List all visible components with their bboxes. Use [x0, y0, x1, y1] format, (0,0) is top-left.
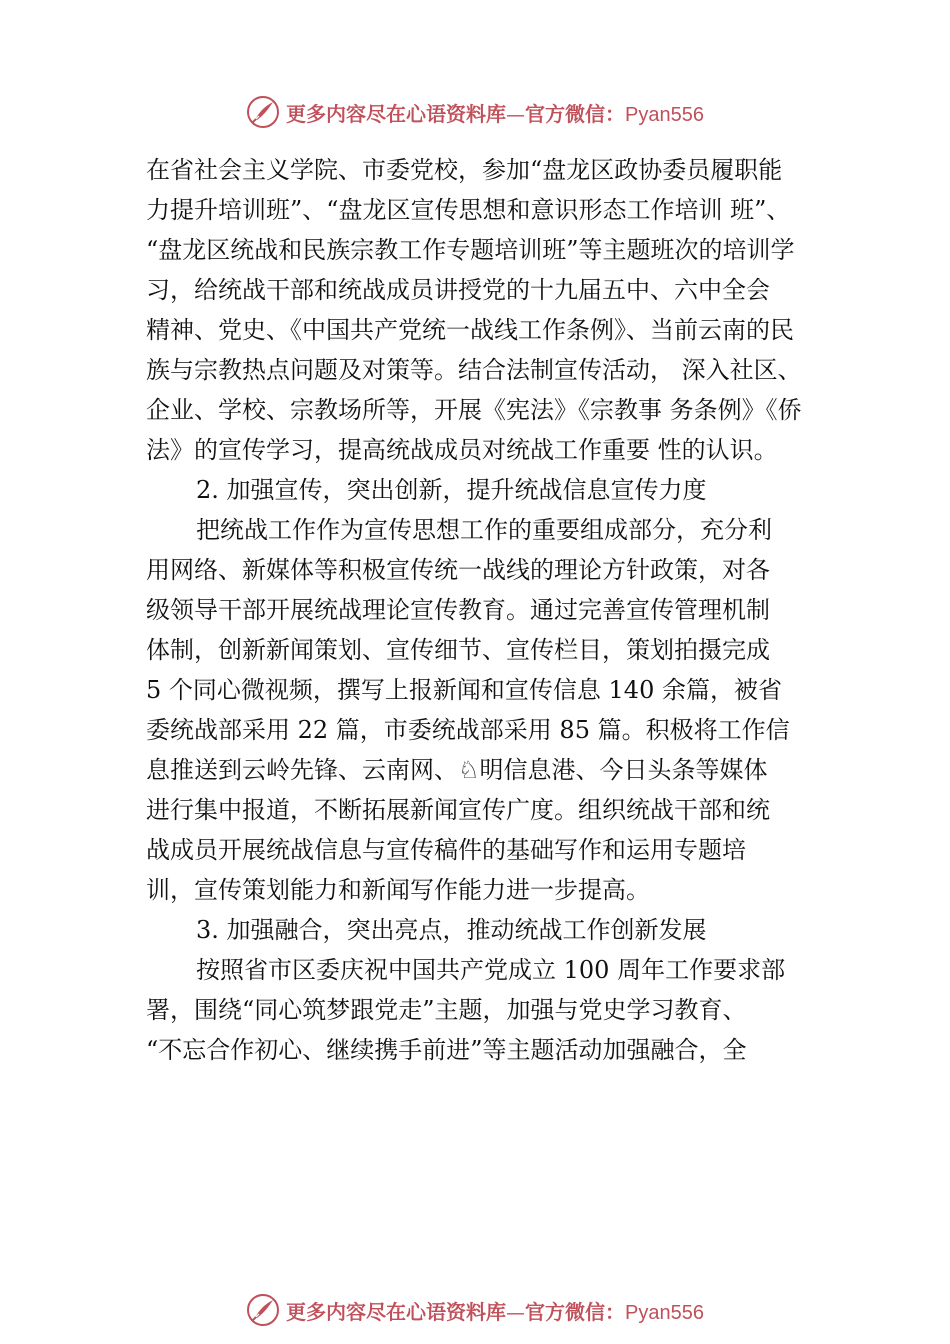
banner-site-name: 更多内容尽在心语资料库 [286, 101, 507, 126]
body-line: 进行集中报道，不断拓展新闻宣传广度。组织统战干部和统 [146, 796, 770, 824]
header-banner [0, 92, 950, 132]
body-line: 署，围绕“同心筑梦跟党走”主题，加强与党史学习教育、 [146, 996, 747, 1024]
banner-site-name: 更多内容尽在心语资料库 [286, 1299, 507, 1324]
body-line: 精神、党史、《中国共产党统一战线工作条例》、当前云南的民 [146, 316, 794, 344]
banner-account-label: 官方微信： [525, 101, 626, 126]
body-line: 在省社会主义学院、市委党校，参加“盘龙区政协委员履职能 [146, 156, 783, 184]
document-body [146, 150, 836, 1070]
body-line: 体制，创新新闻策划、宣传细节、宣传栏目，策划拍摄完成 [146, 636, 770, 664]
quill-pen-logo-icon [246, 95, 280, 129]
body-line: 族与宗教热点问题及对策等。结合法制宣传活动， 深入社区、 [146, 356, 802, 384]
body-line: 习，给统战干部和统战成员讲授党的十九届五中、六中全会 [146, 276, 770, 304]
body-line: 按照省市区委庆祝中国共产党成立 100 周年工作要求部 [196, 956, 786, 984]
body-line: 企业、学校、宗教场所等，开展《宪法》《宗教事 务条例》《侨 [146, 396, 802, 424]
body-line: “不忘合作初心、继续携手前进”等主题活动加强融合，全 [146, 1036, 747, 1064]
banner-separator: — [506, 1301, 526, 1324]
banner-account-id: Pyan556 [625, 1301, 704, 1324]
body-line: 5 个同心微视频，撰写上报新闻和宣传信息 140 余篇，被省 [146, 676, 782, 704]
body-line: 训，宣传策划能力和新闻写作能力进一步提高。 [146, 876, 650, 904]
footer-banner [0, 1290, 950, 1330]
body-line: 息推送到云岭先锋、云南网、♘明信息港、今日头条等媒体 [146, 756, 768, 784]
section-heading-2: 2. 加强宣传，突出创新，提升统战信息宣传力度 [196, 476, 707, 504]
quill-pen-logo-icon [246, 1293, 280, 1327]
body-line: 法》的宣传学习，提高统战成员对统战工作重要 性的认识。 [146, 436, 778, 464]
body-line: “盘龙区统战和民族宗教工作专题培训班”等主题班次的培训学 [146, 236, 795, 264]
body-line: 用网络、新媒体等积极宣传统一战线的理论方针政策，对各 [146, 556, 770, 584]
section-heading-3: 3. 加强融合，突出亮点，推动统战工作创新发展 [196, 916, 707, 944]
banner-account-id: Pyan556 [625, 103, 704, 126]
banner-separator: — [506, 103, 526, 126]
body-line: 力提升培训班”、“盘龙区宣传思想和意识形态工作培训 班”、 [146, 196, 791, 224]
body-line: 战成员开展统战信息与宣传稿件的基础写作和运用专题培 [146, 836, 746, 864]
banner-account-label: 官方微信： [525, 1299, 626, 1324]
body-line: 级领导干部开展统战理论宣传教育。通过完善宣传管理机制 [146, 596, 770, 624]
body-line: 把统战工作作为宣传思想工作的重要组成部分，充分利 [196, 516, 772, 544]
body-line: 委统战部采用 22 篇，市委统战部采用 85 篇。积极将工作信 [146, 716, 790, 744]
